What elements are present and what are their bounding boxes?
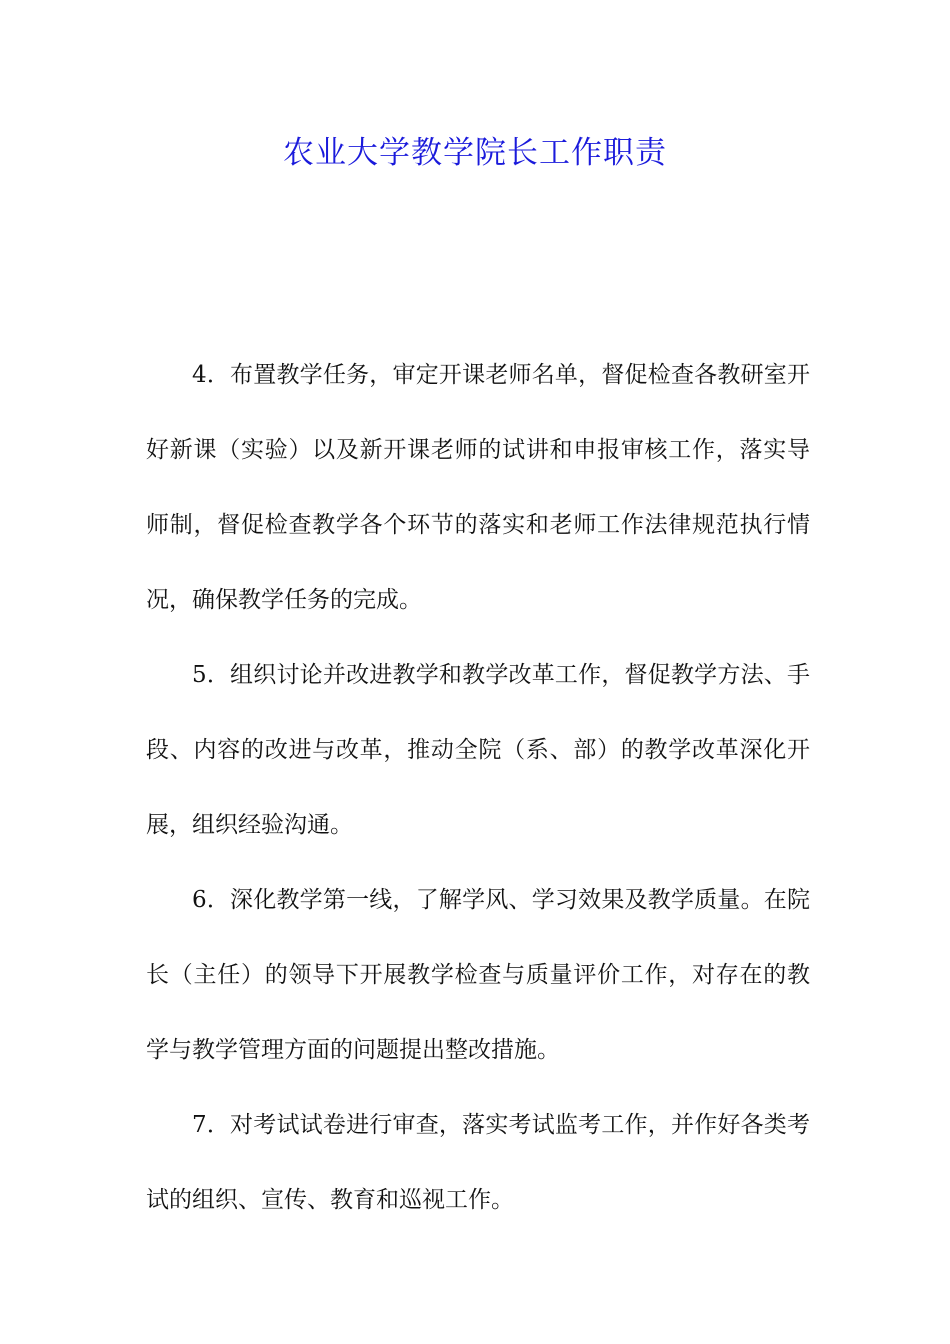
paragraph-item-6: 6．深化教学第一线，了解学风、学习效果及教学质量。在院长（主任）的领导下开展教学检查与质量评价工作，对存在的教学与教学管理方面的问题提出整改措施。 [146,887,810,1063]
document-title: 农业大学教学院长工作职责 [283,135,667,171]
paragraph-item-5: 5．组织讨论并改进教学和教学改革工作，督促教学方法、手段、内容的改进与改革，推动全院（系、部）的教学改革深化开展，组织经验沟通。 [146,662,810,838]
paragraph-item-7: 7．对考试试卷进行审查，落实考试监考工作，并作好各类考试的组织、宣传、教育和巡视工作。 [146,1112,810,1213]
document-body [146,338,810,1238]
paragraph-item-4: 4．布置教学任务，审定开课老师名单，督促检查各教研室开好新课（实验）以及新开课老师的试讲和申报审核工作，落实导师制，督促检查教学各个环节的落实和老师工作法律规范执行情况，确保教学任务的完成。 [146,362,810,613]
